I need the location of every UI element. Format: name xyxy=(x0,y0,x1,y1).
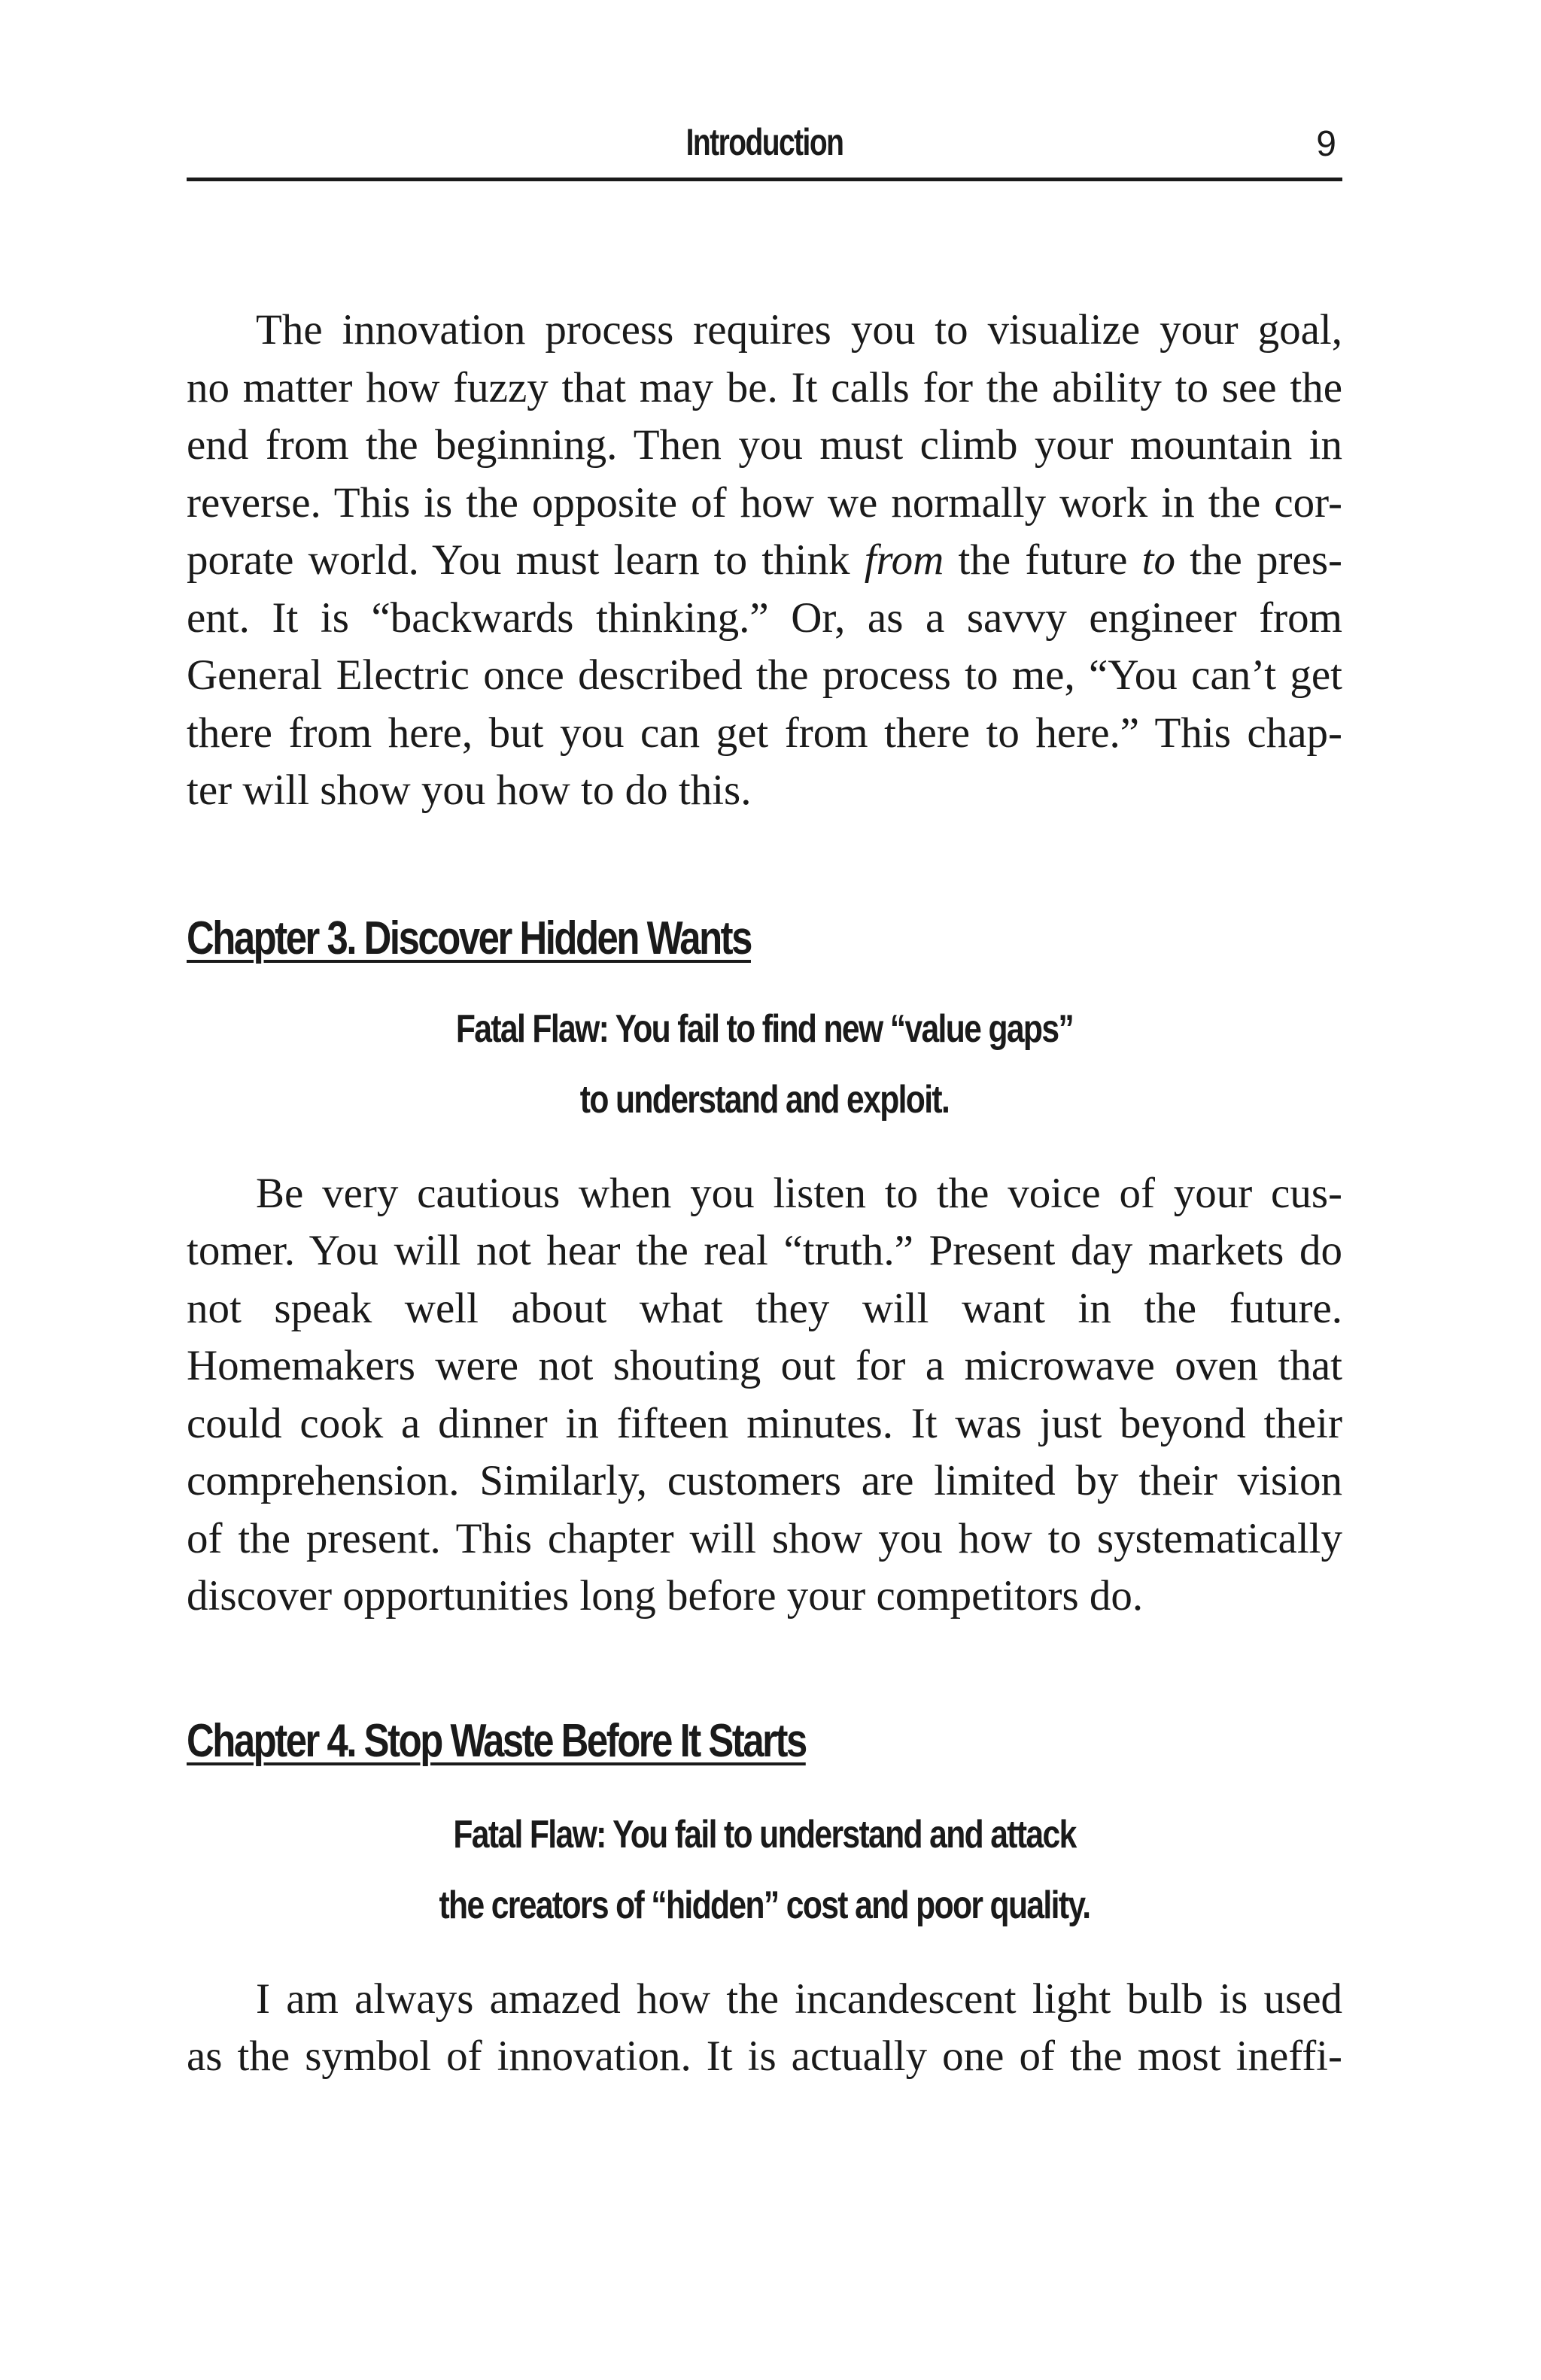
paragraph-line: General Electric once described the process to me, “You can’t get xyxy=(187,651,1342,699)
text-run: porate world. You must learn to think xyxy=(187,536,865,584)
paragraph-line: ter will show you how to do this. xyxy=(187,767,752,814)
paragraph-line xyxy=(187,532,1342,590)
paragraph-line: as the symbol of innovation. It is actually one of the most ineffi- xyxy=(187,2032,1342,2080)
paragraph-line: tomer. You will not hear the real “truth.” Present day markets do xyxy=(187,1227,1342,1274)
chapter-3-heading: Chapter 3. Discover Hidden Wants xyxy=(187,912,751,964)
chapter-4-heading: Chapter 4. Stop Waste Before It Starts xyxy=(187,1714,806,1767)
paragraph-line: end from the beginning. Then you must climb your mountain in xyxy=(187,421,1342,469)
page-number: 9 xyxy=(1316,124,1336,164)
paragraph-line: comprehension. Similarly, customers are limited by their vision xyxy=(187,1457,1342,1504)
paragraph-line: Be very cautious when you listen to the voice of your cus- xyxy=(256,1169,1342,1217)
chapter-4-paragraph xyxy=(187,1971,1342,2086)
paragraph-line: The innovation process requires you to visualize your goal, xyxy=(256,306,1342,354)
paragraph-line: discover opportunities long before your competitors do. xyxy=(187,1572,1144,1620)
paragraph-line: Homemakers were not shouting out for a microwave oven that xyxy=(187,1342,1342,1389)
fatal-flaw-line: the creators of “hidden” cost and poor quality. xyxy=(439,1883,1090,1927)
italic-to: to xyxy=(1141,536,1175,584)
paragraph-line: not speak well about what they will want in the future. xyxy=(187,1284,1342,1332)
paragraph-line: ent. It is “backwards thinking.” Or, as a savvy engineer from xyxy=(187,593,1342,642)
text-run: the pres- xyxy=(1175,536,1342,584)
page-content xyxy=(187,113,1342,2086)
italic-from: from xyxy=(864,536,944,584)
chapter-3-paragraph xyxy=(187,1165,1342,1626)
running-header-title: Introduction xyxy=(685,121,843,163)
running-header xyxy=(187,113,1342,181)
fatal-flaw-line: to understand and exploit. xyxy=(579,1077,950,1122)
paragraph-line: there from here, but you can get from there to here.” This chap- xyxy=(187,709,1342,757)
paragraph-line: no matter how fuzzy that may be. It calls for the ability to see the xyxy=(187,363,1342,411)
fatal-flaw-line: Fatal Flaw: You fail to understand and attack xyxy=(453,1812,1076,1856)
chapter-3-fatal-flaw xyxy=(290,994,1239,1135)
paragraph-line: could cook a dinner in fifteen minutes. It was just beyond their xyxy=(187,1399,1342,1447)
paragraph-line: I am always amazed how the incandescent light bulb is used xyxy=(256,1975,1342,2023)
paragraph-line: of the present. This chapter will show you how to systematically xyxy=(187,1514,1342,1562)
chapter-4-fatal-flaw xyxy=(290,1799,1239,1941)
fatal-flaw-line: Fatal Flaw: You fail to find new “value gaps” xyxy=(455,1006,1074,1051)
text-run: the future xyxy=(944,536,1142,584)
intro-paragraph xyxy=(187,302,1342,820)
paragraph-line: reverse. This is the opposite of how we normally work in the cor- xyxy=(187,478,1342,527)
